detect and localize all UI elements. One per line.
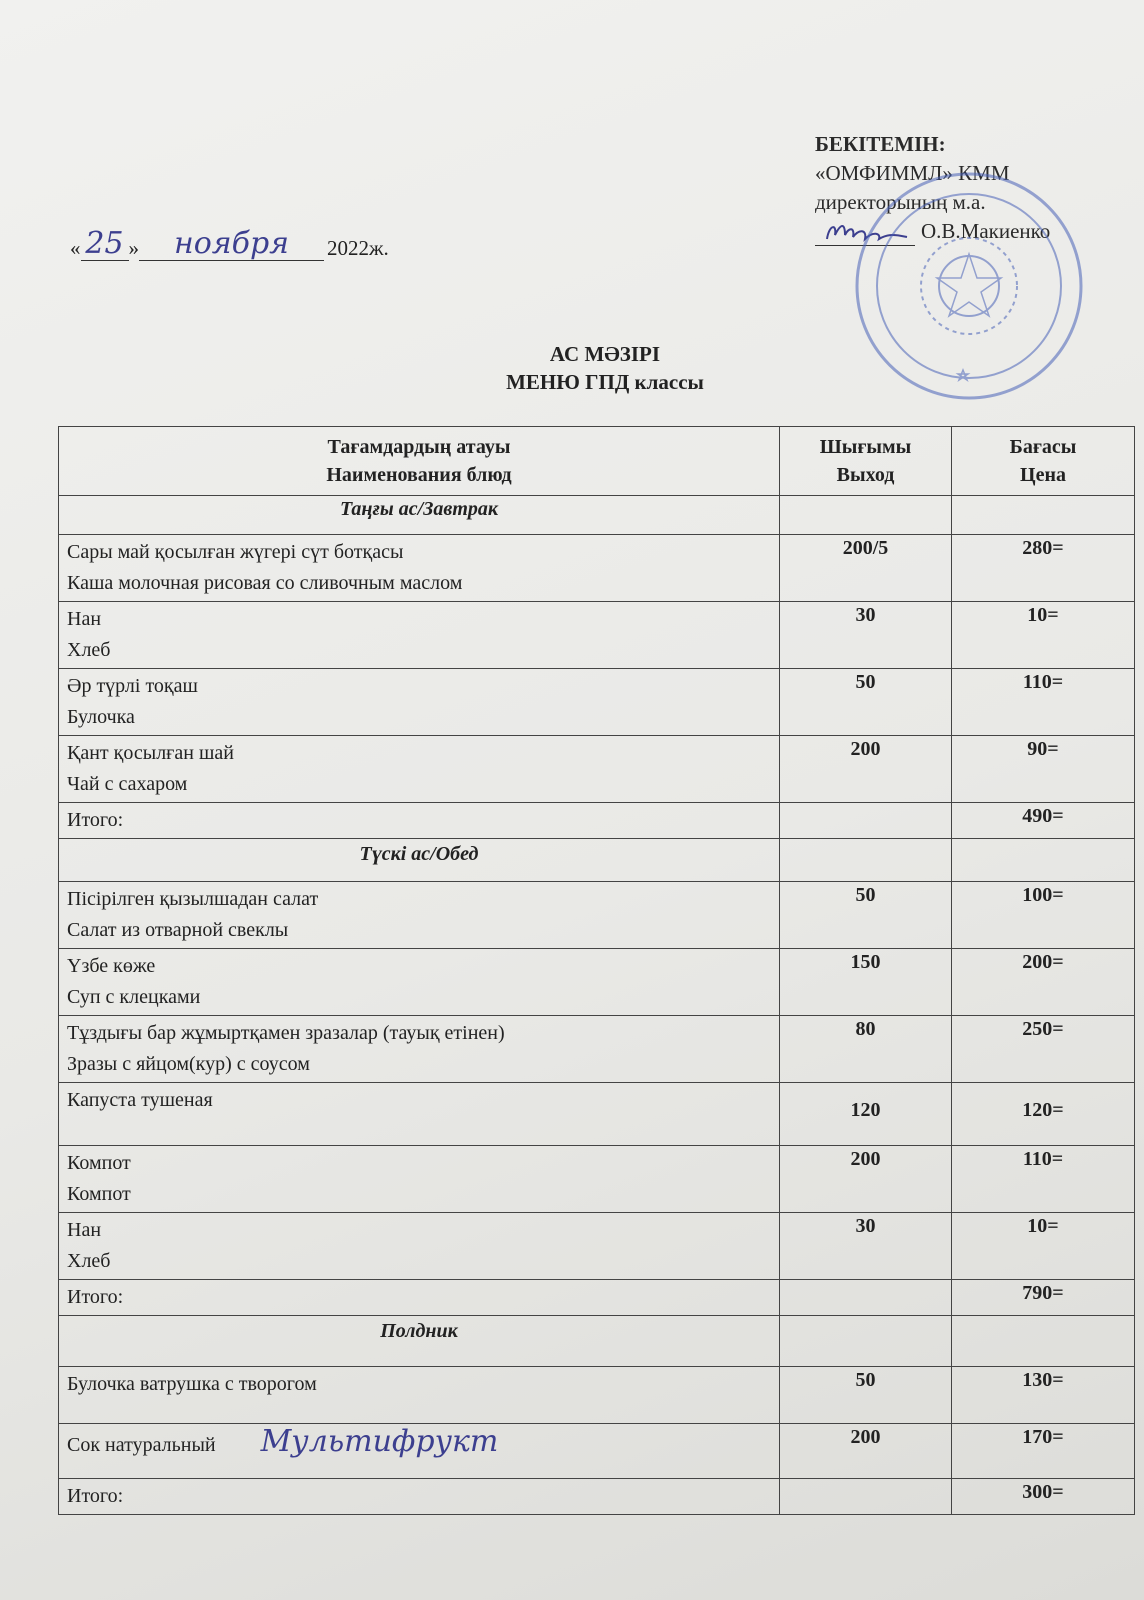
- dish-name-kz: Компот: [67, 1152, 131, 1174]
- empty-cell: [780, 1479, 952, 1515]
- dish-price: 110=: [952, 669, 1135, 736]
- dish-name-ru: Булочка ватрушка с творогом: [67, 1373, 317, 1395]
- dish-yield: 150: [780, 949, 952, 1016]
- dish-name-kz: Нан: [67, 608, 102, 630]
- dish-yield: 120: [780, 1083, 952, 1146]
- dish-name: [59, 736, 780, 803]
- total-row-lunch: [59, 1280, 1135, 1316]
- header-price-ru: Цена: [1020, 464, 1066, 486]
- dish-price: 100=: [952, 882, 1135, 949]
- empty-cell: [780, 839, 952, 882]
- header-dish-name-kz: Тағамдардың атауы: [327, 436, 511, 458]
- total-value: 300=: [952, 1479, 1135, 1515]
- total-row-snack: [59, 1479, 1135, 1515]
- empty-cell: [952, 1316, 1135, 1367]
- dish-price: 130=: [952, 1367, 1135, 1424]
- header-dish-name-ru: Наименования блюд: [326, 464, 512, 486]
- empty-cell: [780, 496, 952, 535]
- empty-cell: [952, 839, 1135, 882]
- table-row: [59, 949, 1135, 1016]
- total-row-breakfast: [59, 803, 1135, 839]
- dish-name-ru: Хлеб: [67, 639, 111, 661]
- dish-name: [59, 882, 780, 949]
- section-row-breakfast: [59, 496, 1135, 535]
- dish-price: 120=: [952, 1083, 1135, 1146]
- handwritten-note: Мультифрукт: [260, 1424, 499, 1459]
- dish-name-ru: Хлеб: [67, 1250, 111, 1272]
- dish-name-ru: Каша молочная рисовая со сливочным маслом: [67, 572, 463, 594]
- dish-name: [59, 602, 780, 669]
- signature-name: О.В.Макиенко: [921, 219, 1051, 243]
- dish-price: 200=: [952, 949, 1135, 1016]
- date-month: ноября: [139, 228, 324, 261]
- date-open-quote: «: [70, 236, 81, 260]
- dish-yield: 30: [780, 602, 952, 669]
- dish-name-ru: Суп с клецками: [67, 986, 201, 1008]
- table-row: [59, 1213, 1135, 1280]
- table-row: [59, 1424, 1135, 1479]
- date-year: 2022ж.: [327, 236, 389, 260]
- dish-price: 250=: [952, 1016, 1135, 1083]
- table-row: [59, 736, 1135, 803]
- dish-price: 90=: [952, 736, 1135, 803]
- empty-cell: [780, 1316, 952, 1367]
- table-row: [59, 602, 1135, 669]
- dish-price: 280=: [952, 535, 1135, 602]
- official-stamp-icon: [853, 170, 1085, 402]
- dish-yield: 200/5: [780, 535, 952, 602]
- dish-name: [59, 1146, 780, 1213]
- dish-name-ru: Компот: [67, 1183, 131, 1205]
- date-line: [70, 228, 389, 261]
- dish-price: 170=: [952, 1424, 1135, 1479]
- dish-name-kz: Тұздығы бар жұмыртқамен зразалар (тауық етінен): [67, 1022, 505, 1044]
- dish-name: [59, 1016, 780, 1083]
- title-ru: МЕНЮ ГПД классы: [506, 370, 704, 394]
- dish-name-ru: Салат из отварной свеклы: [67, 919, 289, 941]
- menu-table: [58, 426, 1135, 1515]
- total-value: 490=: [952, 803, 1135, 839]
- dish-name-kz: Нан: [67, 1219, 102, 1241]
- total-label: Итого:: [59, 1479, 780, 1515]
- table-row: [59, 669, 1135, 736]
- title-kz: АС МӘЗІРІ: [549, 342, 661, 366]
- approval-position: директорының м.а.: [815, 190, 986, 214]
- dish-name-ru: Булочка: [67, 706, 135, 728]
- dish-name: [59, 1367, 780, 1424]
- dish-name-kz: Әр түрлі тоқаш: [67, 675, 198, 697]
- dish-name: [59, 669, 780, 736]
- header-yield-kz: Шығымы: [819, 436, 912, 458]
- dish-price: 10=: [952, 1213, 1135, 1280]
- total-label: Итого:: [59, 1280, 780, 1316]
- dish-yield: 80: [780, 1016, 952, 1083]
- table-row: [59, 1083, 1135, 1146]
- dish-yield: 30: [780, 1213, 952, 1280]
- dish-name: [59, 1083, 780, 1146]
- dish-name-ru: Сок натуральный: [67, 1434, 216, 1456]
- dish-name-ru: Чай с сахаром: [67, 773, 188, 795]
- header-price-kz: Бағасы: [1009, 436, 1077, 458]
- approval-title: БЕКІТЕМІН:: [815, 132, 946, 156]
- header-price: [952, 427, 1135, 496]
- total-value: 790=: [952, 1280, 1135, 1316]
- total-label: Итого:: [59, 803, 780, 839]
- table-row: [59, 1367, 1135, 1424]
- header-yield: [780, 427, 952, 496]
- empty-cell: [780, 803, 952, 839]
- header-dish-name: [59, 427, 780, 496]
- dish-name-kz: Қант қосылған шай: [67, 742, 234, 764]
- date-close-quote: »: [128, 236, 139, 260]
- dish-yield: 50: [780, 882, 952, 949]
- approval-org: «ОМФИММЛ» КММ: [815, 161, 1010, 185]
- dish-name-kz: Капуста тушеная: [67, 1089, 213, 1111]
- date-day: 25: [81, 228, 129, 261]
- dish-price: 110=: [952, 1146, 1135, 1213]
- section-row-lunch: [59, 839, 1135, 882]
- document-title: [440, 340, 770, 396]
- dish-name: [59, 949, 780, 1016]
- table-row: [59, 535, 1135, 602]
- section-title-snack: Полдник: [59, 1316, 780, 1367]
- section-title-breakfast: Таңғы ас/Завтрак: [59, 496, 780, 535]
- table-row: [59, 1146, 1135, 1213]
- dish-name: [59, 1424, 780, 1479]
- dish-price: 10=: [952, 602, 1135, 669]
- dish-yield: 50: [780, 669, 952, 736]
- dish-name-kz: Үзбе көже: [67, 955, 156, 977]
- dish-name-kz: Сары май қосылған жүгері сүт ботқасы: [67, 541, 404, 563]
- dish-yield: 50: [780, 1367, 952, 1424]
- dish-yield: 200: [780, 736, 952, 803]
- dish-name-ru: Зразы с яйцом(кур) с соусом: [67, 1053, 310, 1075]
- table-row: [59, 1016, 1135, 1083]
- section-row-snack: [59, 1316, 1135, 1367]
- section-title-lunch: Түскі ас/Обед: [59, 839, 780, 882]
- dish-yield: 200: [780, 1424, 952, 1479]
- table-row: [59, 882, 1135, 949]
- empty-cell: [952, 496, 1135, 535]
- empty-cell: [780, 1280, 952, 1316]
- dish-yield: 200: [780, 1146, 952, 1213]
- dish-name: [59, 1213, 780, 1280]
- header-yield-ru: Выход: [836, 464, 895, 486]
- dish-name-kz: Пісірілген қызылшадан салат: [67, 888, 319, 910]
- table-header-row: [59, 427, 1135, 496]
- dish-name: [59, 535, 780, 602]
